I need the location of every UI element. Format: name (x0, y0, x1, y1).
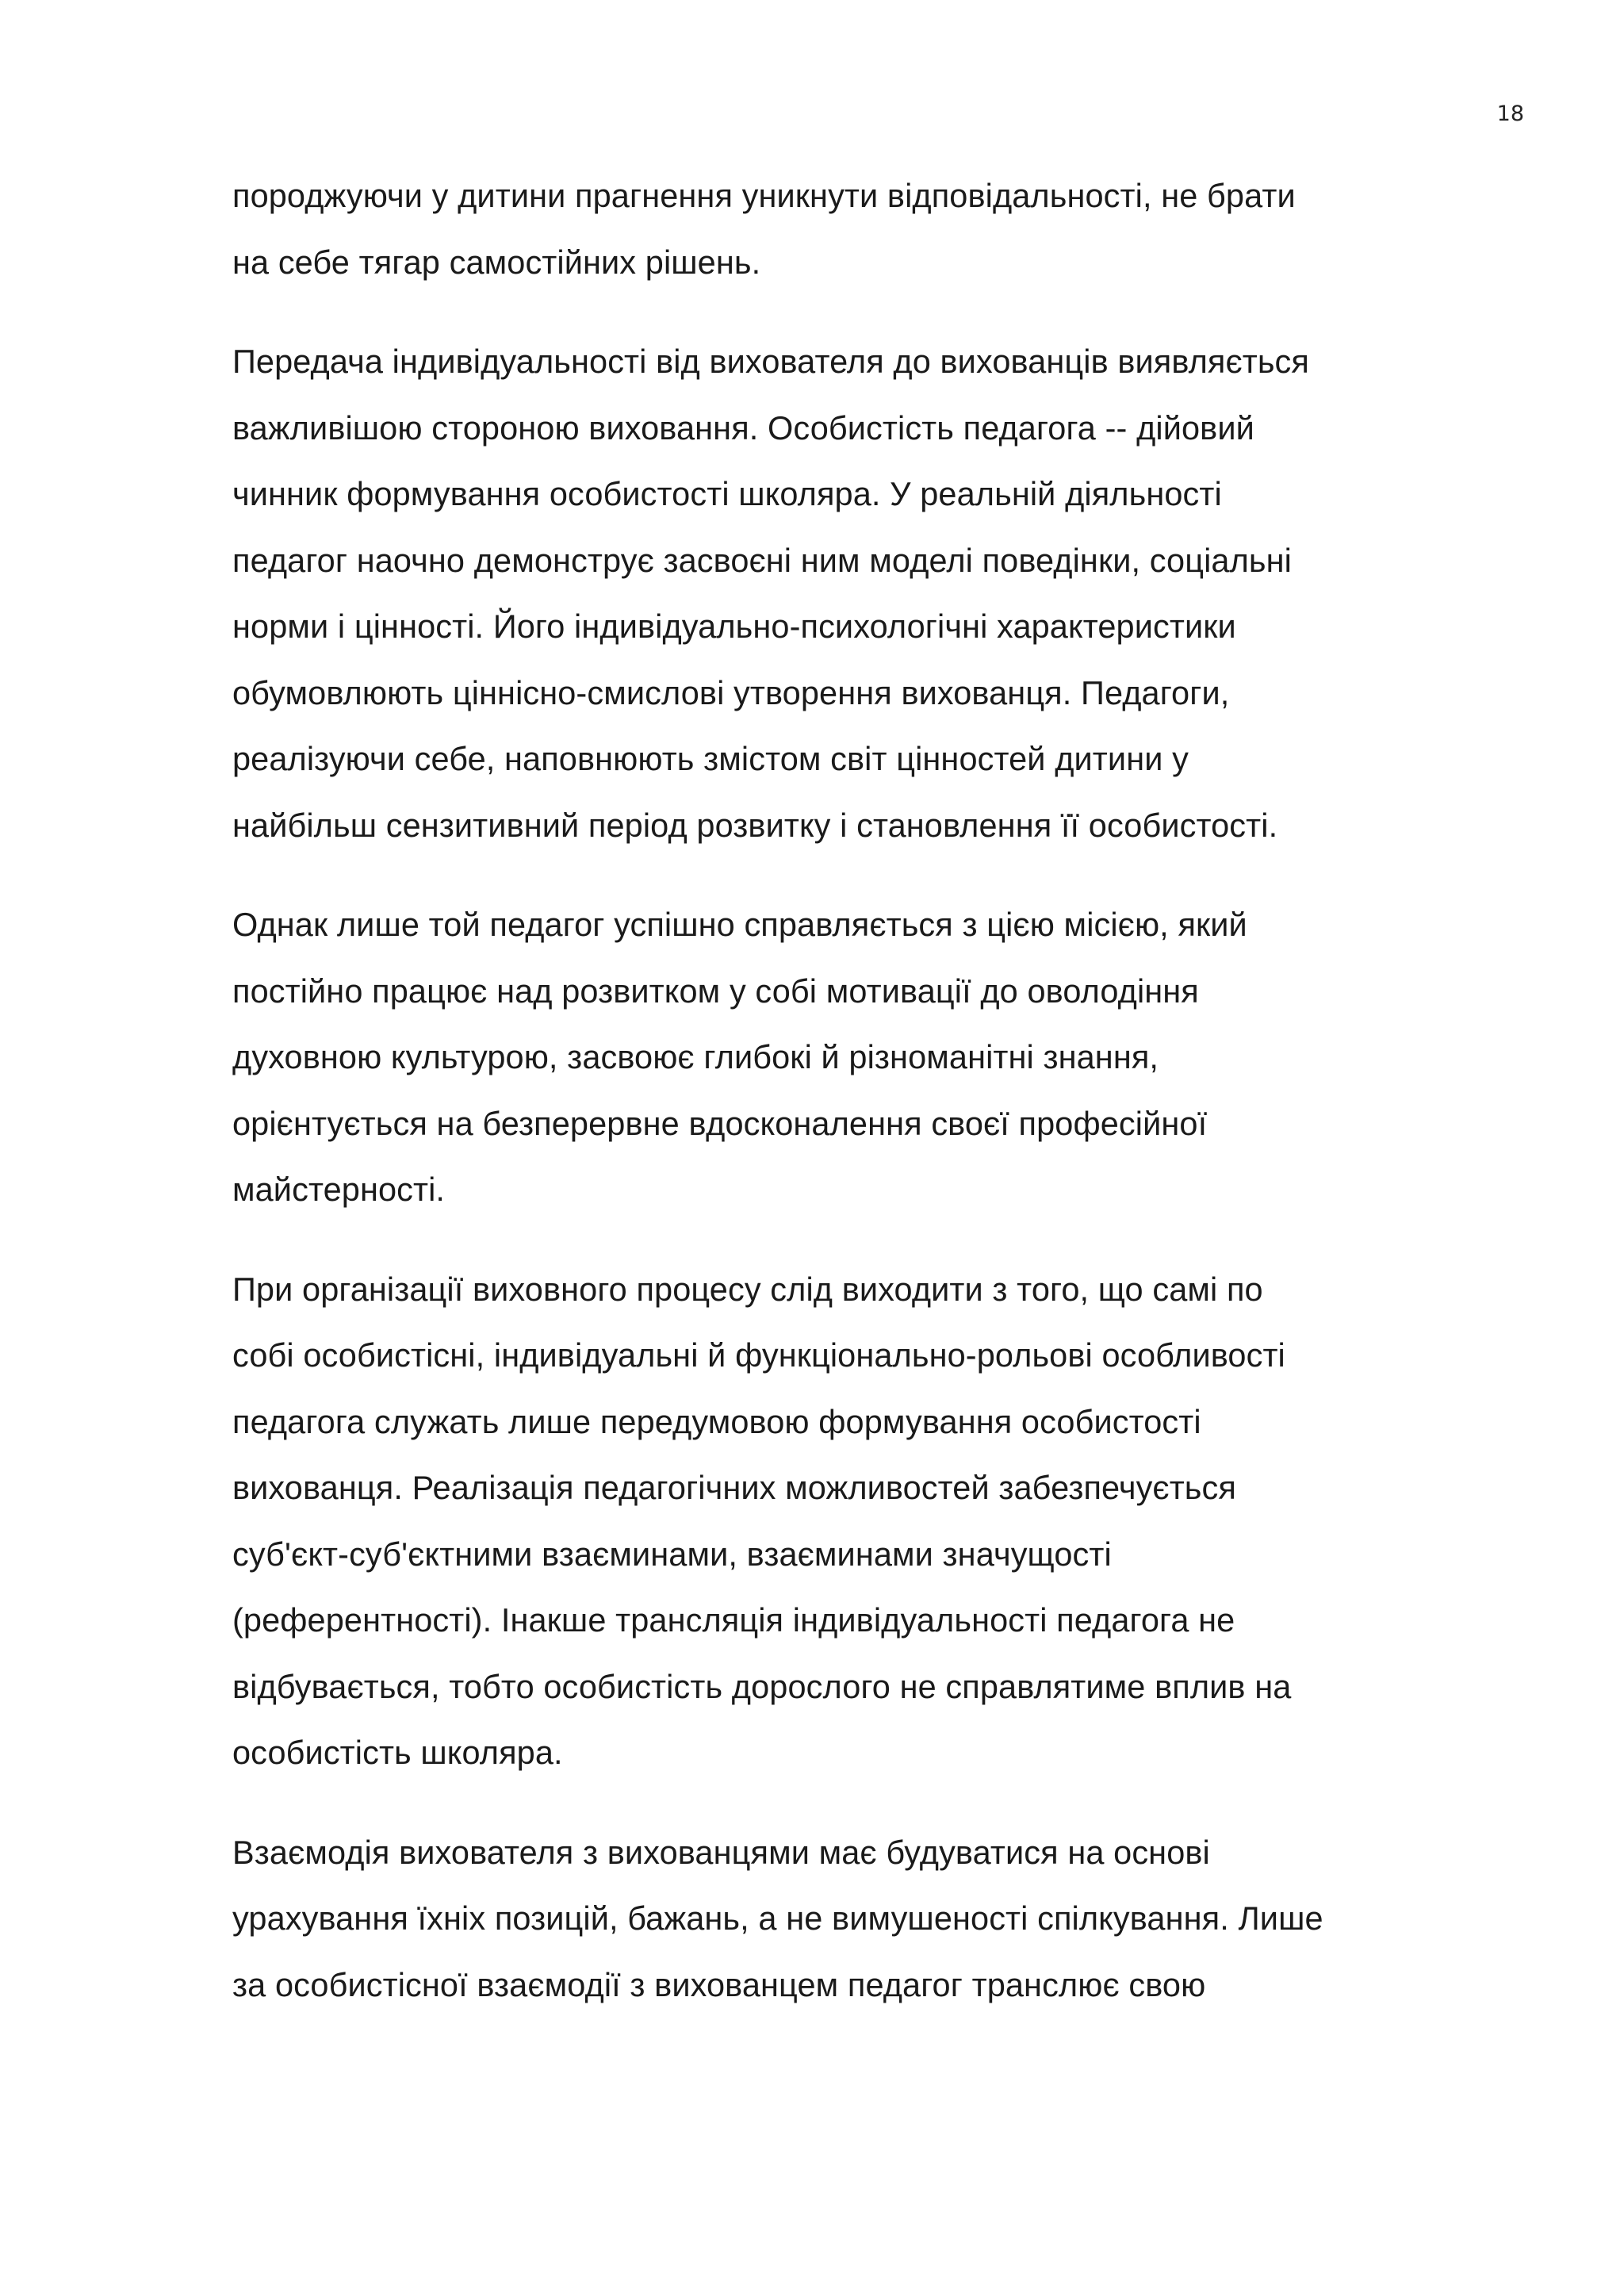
text-line: майстерності. (232, 1171, 446, 1208)
text-line: Однак лише той педагог успішно справляється з цією місією, який (232, 906, 1247, 943)
text-line: педагог наочно демонструє засвоєні ним моделі поведінки, соціальні (232, 541, 1292, 579)
paragraph-4 (232, 1256, 1549, 1786)
text-line: реалізуючи себе, наповнюють змістом світ цінностей дитини у (232, 740, 1189, 777)
text-line: духовною культурою, засвоює глибокі й різноманітні знання, (232, 1038, 1159, 1075)
paragraph-3 (232, 891, 1549, 1223)
text-line: Взаємодія вихователя з вихованцями має будуватися на основі (232, 1833, 1210, 1871)
paragraph-1 (232, 163, 1549, 295)
text-line: породжуючи у дитини прагнення уникнути відповідальності, не брати (232, 177, 1296, 214)
text-line: педагога служать лише передумовою формування особистості (232, 1402, 1201, 1440)
text-line: відбувається, тобто особистість дорослого не справлятиме вплив на (232, 1667, 1292, 1705)
paragraph-2 (232, 328, 1549, 858)
text-line: орієнтується на безперервне вдосконалення своєї професійної (232, 1104, 1208, 1142)
text-line: собі особистісні, індивідуальні й функціонально-рольові особливості (232, 1336, 1285, 1374)
text-line: за особистісної взаємодії з вихованцем педагог транслює свою (232, 1965, 1206, 2003)
text-line: Передача індивідуальності від вихователя до вихованців виявляється (232, 343, 1309, 380)
text-line: норми і цінності. Його індивідуально-психологічні характеристики (232, 608, 1236, 645)
text-line: на себе тягар самостійних рішень. (232, 243, 761, 281)
text-line: важливішою стороною виховання. Особистість педагога -- дійовий (232, 408, 1254, 447)
text-line: особистість школяра. (232, 1734, 563, 1771)
text-line: урахування їхніх позицій, бажань, а не вимушеності спілкування. Лише (232, 1899, 1323, 1937)
page-number: 18 (1496, 102, 1524, 126)
text-line: При організації виховного процесу слід виходити з того, що самі по (232, 1270, 1263, 1308)
text-line: (референтності). Інакше трансляція індивідуальності педагога не (232, 1601, 1235, 1639)
text-line: постійно працює над розвитком у собі мотивації до оволодіння (232, 972, 1199, 1010)
document-body (232, 163, 1549, 2051)
paragraph-5 (232, 1819, 1549, 2018)
text-line: вихованця. Реалізація педагогічних можливостей забезпечується (232, 1469, 1236, 1506)
text-line: найбільш сензитивний період розвитку і становлення її особистості. (232, 806, 1278, 844)
text-line: суб'єкт-суб'єктними взаєминами, взаєминами значущості (232, 1535, 1112, 1573)
text-line: чинник формування особистості школяра. У реальній діяльності (232, 475, 1222, 512)
text-line: обумовлюють ціннісно-смислові утворення вихованця. Педагоги, (232, 673, 1230, 711)
